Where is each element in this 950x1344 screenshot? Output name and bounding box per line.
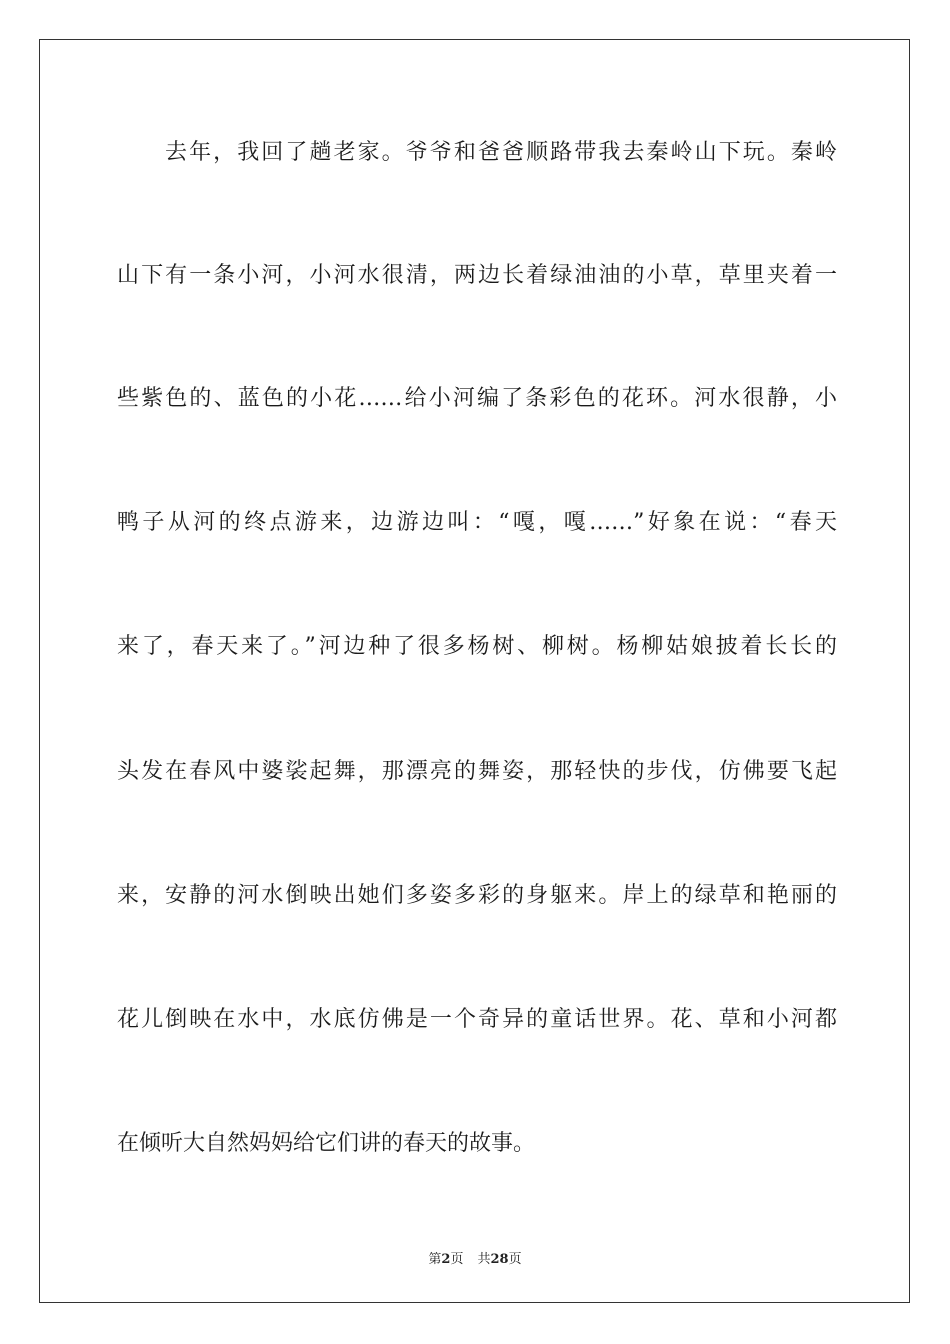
page-frame — [39, 39, 910, 1303]
text-line-5: 来了，春天来了。”河边种了很多杨树、柳树。杨柳姑娘披着长长的 — [117, 634, 837, 659]
text-line-9: 在倾听大自然妈妈给它们讲的春天的故事。 — [117, 1131, 536, 1156]
text-line-4: 鸭子从河的终点游来，边游边叫：“嘎，嘎……”好象在说：“春天 — [117, 510, 837, 535]
page-prefix: 第 — [428, 1252, 442, 1267]
text-line-8: 花儿倒映在水中，水底仿佛是一个奇异的童话世界。花、草和小河都 — [117, 1007, 837, 1032]
total-pages: 28 — [490, 1252, 509, 1267]
total-suffix: 页 — [508, 1252, 522, 1267]
total-prefix: 共 — [477, 1252, 491, 1267]
text-line-3: 些紫色的、蓝色的小花……给小河编了条彩色的花环。河水很静，小 — [117, 386, 837, 411]
page-suffix: 页 — [450, 1252, 464, 1267]
text-line-1: 去年，我回了趟老家。爷爷和爸爸顺路带我去秦岭山下玩。秦岭 — [165, 140, 837, 165]
page-footer — [0, 1248, 950, 1267]
text-line-7: 来，安静的河水倒映出她们多姿多彩的身躯来。岸上的绿草和艳丽的 — [117, 883, 837, 908]
text-line-2: 山下有一条小河，小河水很清，两边长着绿油油的小草，草里夹着一 — [117, 263, 837, 288]
page-number: 2 — [441, 1252, 451, 1267]
text-line-6: 头发在春风中婆裟起舞，那漂亮的舞姿，那轻快的步伐，仿佛要飞起 — [117, 759, 837, 784]
